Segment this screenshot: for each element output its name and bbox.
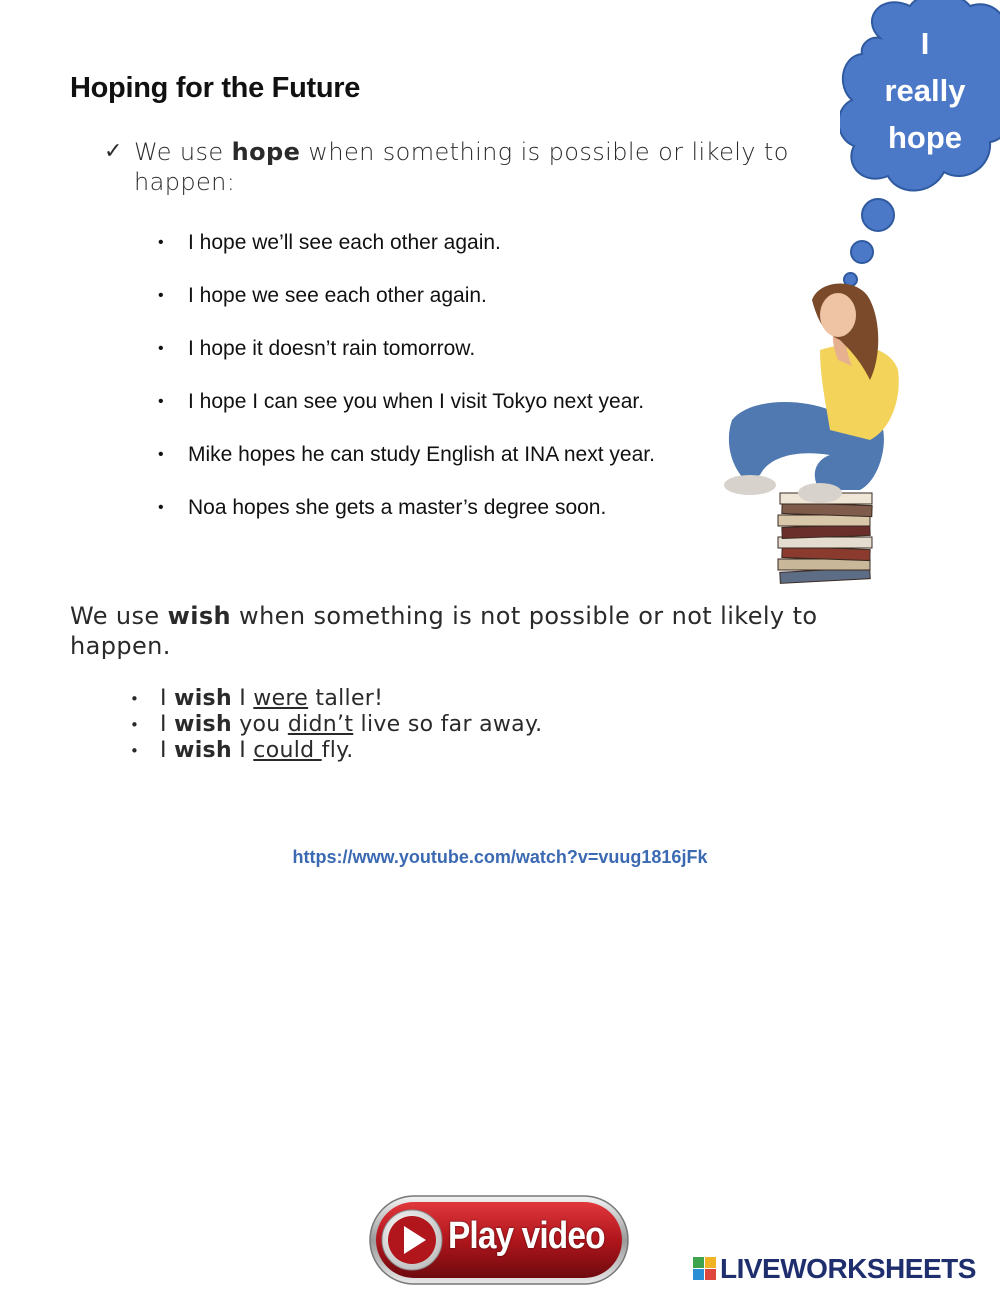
checkmark-icon: ✓ xyxy=(104,139,123,164)
hope-rule-prefix: We use xyxy=(134,138,232,166)
wish-example-text: I xyxy=(160,712,175,737)
liveworksheets-logo-icon xyxy=(693,1257,717,1281)
list-item: • Mike hopes he can study English at INA next year. xyxy=(158,438,655,491)
list-item: • Noa hopes she gets a master’s degree soon. xyxy=(158,491,655,544)
wish-keyword: wish xyxy=(167,602,232,630)
liveworksheets-logo-text: LIVEWORKSHEETS xyxy=(720,1253,976,1284)
list-item: • I hope we’ll see each other again. xyxy=(158,226,655,279)
hope-rule xyxy=(104,137,844,197)
list-item xyxy=(130,738,542,764)
youtube-link[interactable]: https://www.youtube.com/watch?v=vuug1816jFk xyxy=(292,847,708,867)
wish-keyword: wish xyxy=(174,712,232,737)
hope-example-list xyxy=(158,226,655,544)
thought-dot-large xyxy=(861,198,895,232)
bubble-line-3: hope xyxy=(887,120,963,155)
wish-example-text: taller! xyxy=(308,686,384,711)
wish-example-text: I xyxy=(231,686,254,711)
wish-example-text: I xyxy=(160,738,175,763)
wish-rule-prefix: We use xyxy=(70,602,168,630)
wish-example-text: fly. xyxy=(321,738,354,763)
hope-rule-suffix: when something is possible or likely to happen: xyxy=(134,138,789,196)
list-item xyxy=(130,712,542,738)
page-title: Hoping for the Future xyxy=(70,72,361,104)
girl-on-books-illustration xyxy=(720,280,910,590)
book-stack xyxy=(778,493,872,583)
thought-dot-medium xyxy=(850,240,874,264)
bubble-line-1: I xyxy=(920,26,930,61)
hope-rule-text xyxy=(104,137,844,197)
list-item: • I hope we see each other again. xyxy=(158,279,655,332)
wish-example-text: I xyxy=(231,738,254,763)
wish-example-list xyxy=(130,686,542,764)
bubble-line-2: really xyxy=(884,73,966,108)
wish-example-text: live so far away. xyxy=(353,712,543,737)
hope-keyword: hope xyxy=(231,138,301,166)
wish-keyword: wish xyxy=(174,738,232,763)
wish-example-text: I xyxy=(160,686,175,711)
liveworksheets-logo xyxy=(693,1253,976,1285)
wish-keyword: wish xyxy=(174,686,232,711)
bubble-text xyxy=(855,20,995,161)
play-button-label[interactable]: Play video xyxy=(448,1215,605,1257)
wish-example-text: you xyxy=(231,712,288,737)
list-item: • I hope it doesn’t rain tomorrow. xyxy=(158,332,655,385)
list-item xyxy=(130,686,542,712)
wish-rule-suffix: when something is not possible or not likely to happen. xyxy=(70,602,818,660)
underlined-verb: were xyxy=(253,686,309,711)
list-item: • I hope I can see you when I visit Tokyo next year. xyxy=(158,385,655,438)
underlined-verb: didn’t xyxy=(287,712,354,737)
wish-rule xyxy=(70,601,870,661)
underlined-verb: could xyxy=(253,738,322,763)
